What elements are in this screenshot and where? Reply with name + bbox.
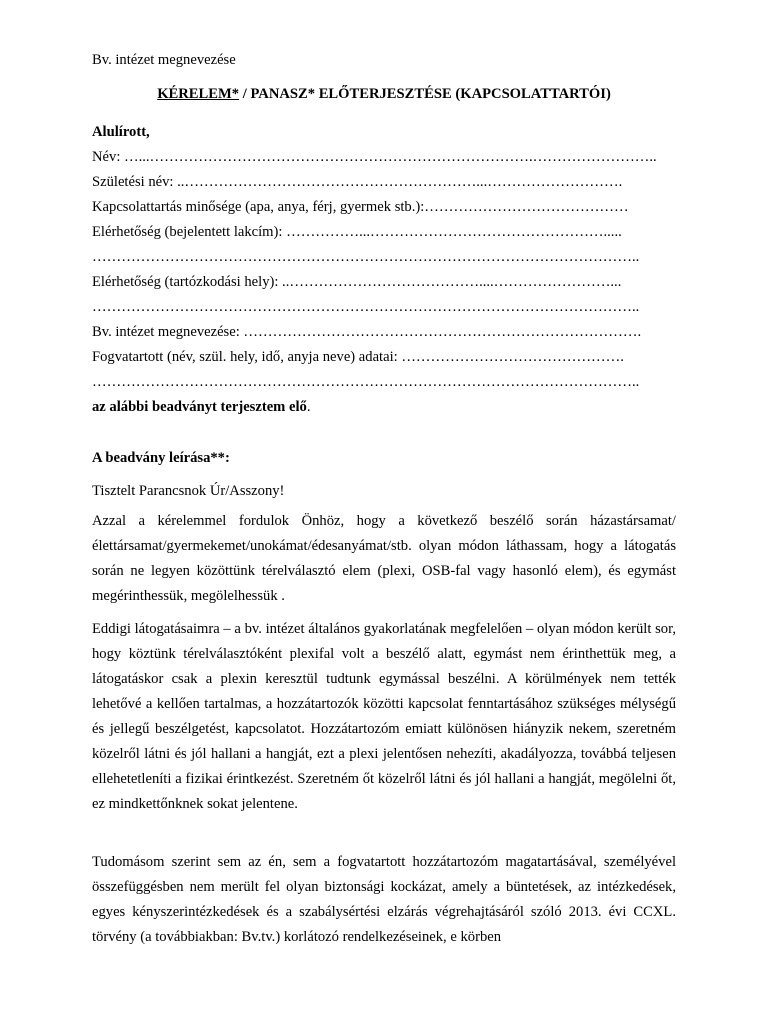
registered-address-continuation: ………………………………………………………………………………………………….. bbox=[92, 249, 640, 265]
section-heading: A beadvány leírása**: bbox=[92, 450, 230, 466]
submission-text: az alábbi beadványt terjesztem elő bbox=[92, 399, 307, 415]
institution-field: Bv. intézet megnevezése: ………………………………………………………………………. bbox=[92, 324, 642, 340]
residence-continuation: ………………………………………………………………………………………………….. bbox=[92, 299, 640, 315]
inmate-data-continuation: ………………………………………………………………………………………………….. bbox=[92, 374, 640, 390]
registered-address-field: Elérhetőség (bejelentett lakcím): ……………...…………………………………………..... bbox=[92, 224, 622, 240]
residence-field: Elérhetőség (tartózkodási hely): ..…………………………………....……………………... bbox=[92, 274, 622, 290]
relationship-field: Kapcsolattartás minősége (apa, anya, férj, gyermek stb.):…………………………………… bbox=[92, 199, 629, 215]
title-rest: / PANASZ* ELŐTERJESZTÉSE (KAPCSOLATTARTÓI) bbox=[239, 86, 611, 102]
paragraph-previous-visits: Eddigi látogatásaimra – a bv. intézet általános gyakorlatának megfelelően – olyan módon került sor, hogy köztünk térelválasztóként plexifal volt a beszélő alatt, egymást nem érinthettük meg, a látogatáskor csak a plexin keresztül tudtunk egymással beszélni. A körülmények nem tették lehetővé a kellően tartalmas, a hozzátartozók közötti kapcsolat fenntartásához szükséges mélységű és jellegű beszélgetést, kapcsolatot. Hozzátartozóm emiatt különösen hiányzik nekem, szeretném közelről látni és jól hallani a hangját, ezt a plexi jelentősen nehezíti, akadályozza, továbbá teljesen ellehetetleníti a fizikai érintkezést. Szeretném őt közelről látni és jól hallani a hangját, megölelni őt, ez mindkettőnknek sokat jelentene. bbox=[92, 621, 676, 812]
inmate-data-field: Fogvatartott (név, szül. hely, idő, anyja neve) adatai: ………………………………………. bbox=[92, 349, 624, 365]
institution-label: Bv. intézet megnevezése bbox=[92, 52, 236, 68]
salutation: Tisztelt Parancsnok Úr/Asszony! bbox=[92, 483, 285, 499]
paragraph-security: Tudomásom szerint sem az én, sem a fogvatartott hozzátartozóm magatartásával, személyével összefüggésben nem merült fel olyan biztonsági kockázat, amely a büntetések, az intézkedések, egyes kényszerintézkedések és a szabálysértési elzárás végrehajtásáról szóló 2013. évi CCXL. törvény (a továbbiakban: Bv.tv.) korlátozó rendelkezéseinek, e körben bbox=[92, 854, 676, 945]
name-field: Név: …...…………………………………………………………………….…………………….. bbox=[92, 149, 657, 165]
title-request: KÉRELEM* bbox=[157, 86, 240, 102]
submission-period: . bbox=[306, 399, 311, 415]
undersigned-label: Alulírott, bbox=[92, 124, 150, 140]
birth-name-field: Születési név: ..……………………………………………………...………………………. bbox=[92, 174, 623, 190]
paragraph-request: Azzal a kérelemmel fordulok Önhöz, hogy a következő beszélő során házastársamat/élettársamat/gyermekemet/unokámat/édesanyámat/stb. olyan módon láthassam, hogy a látogatás során ne legyen közöttünk térelválasztó elem (plexi, OSB-fal vagy hasonló elem), és egymást megérinthessük, megölelhessük . bbox=[92, 513, 676, 604]
document-title bbox=[92, 85, 676, 103]
submission-statement bbox=[92, 398, 310, 416]
